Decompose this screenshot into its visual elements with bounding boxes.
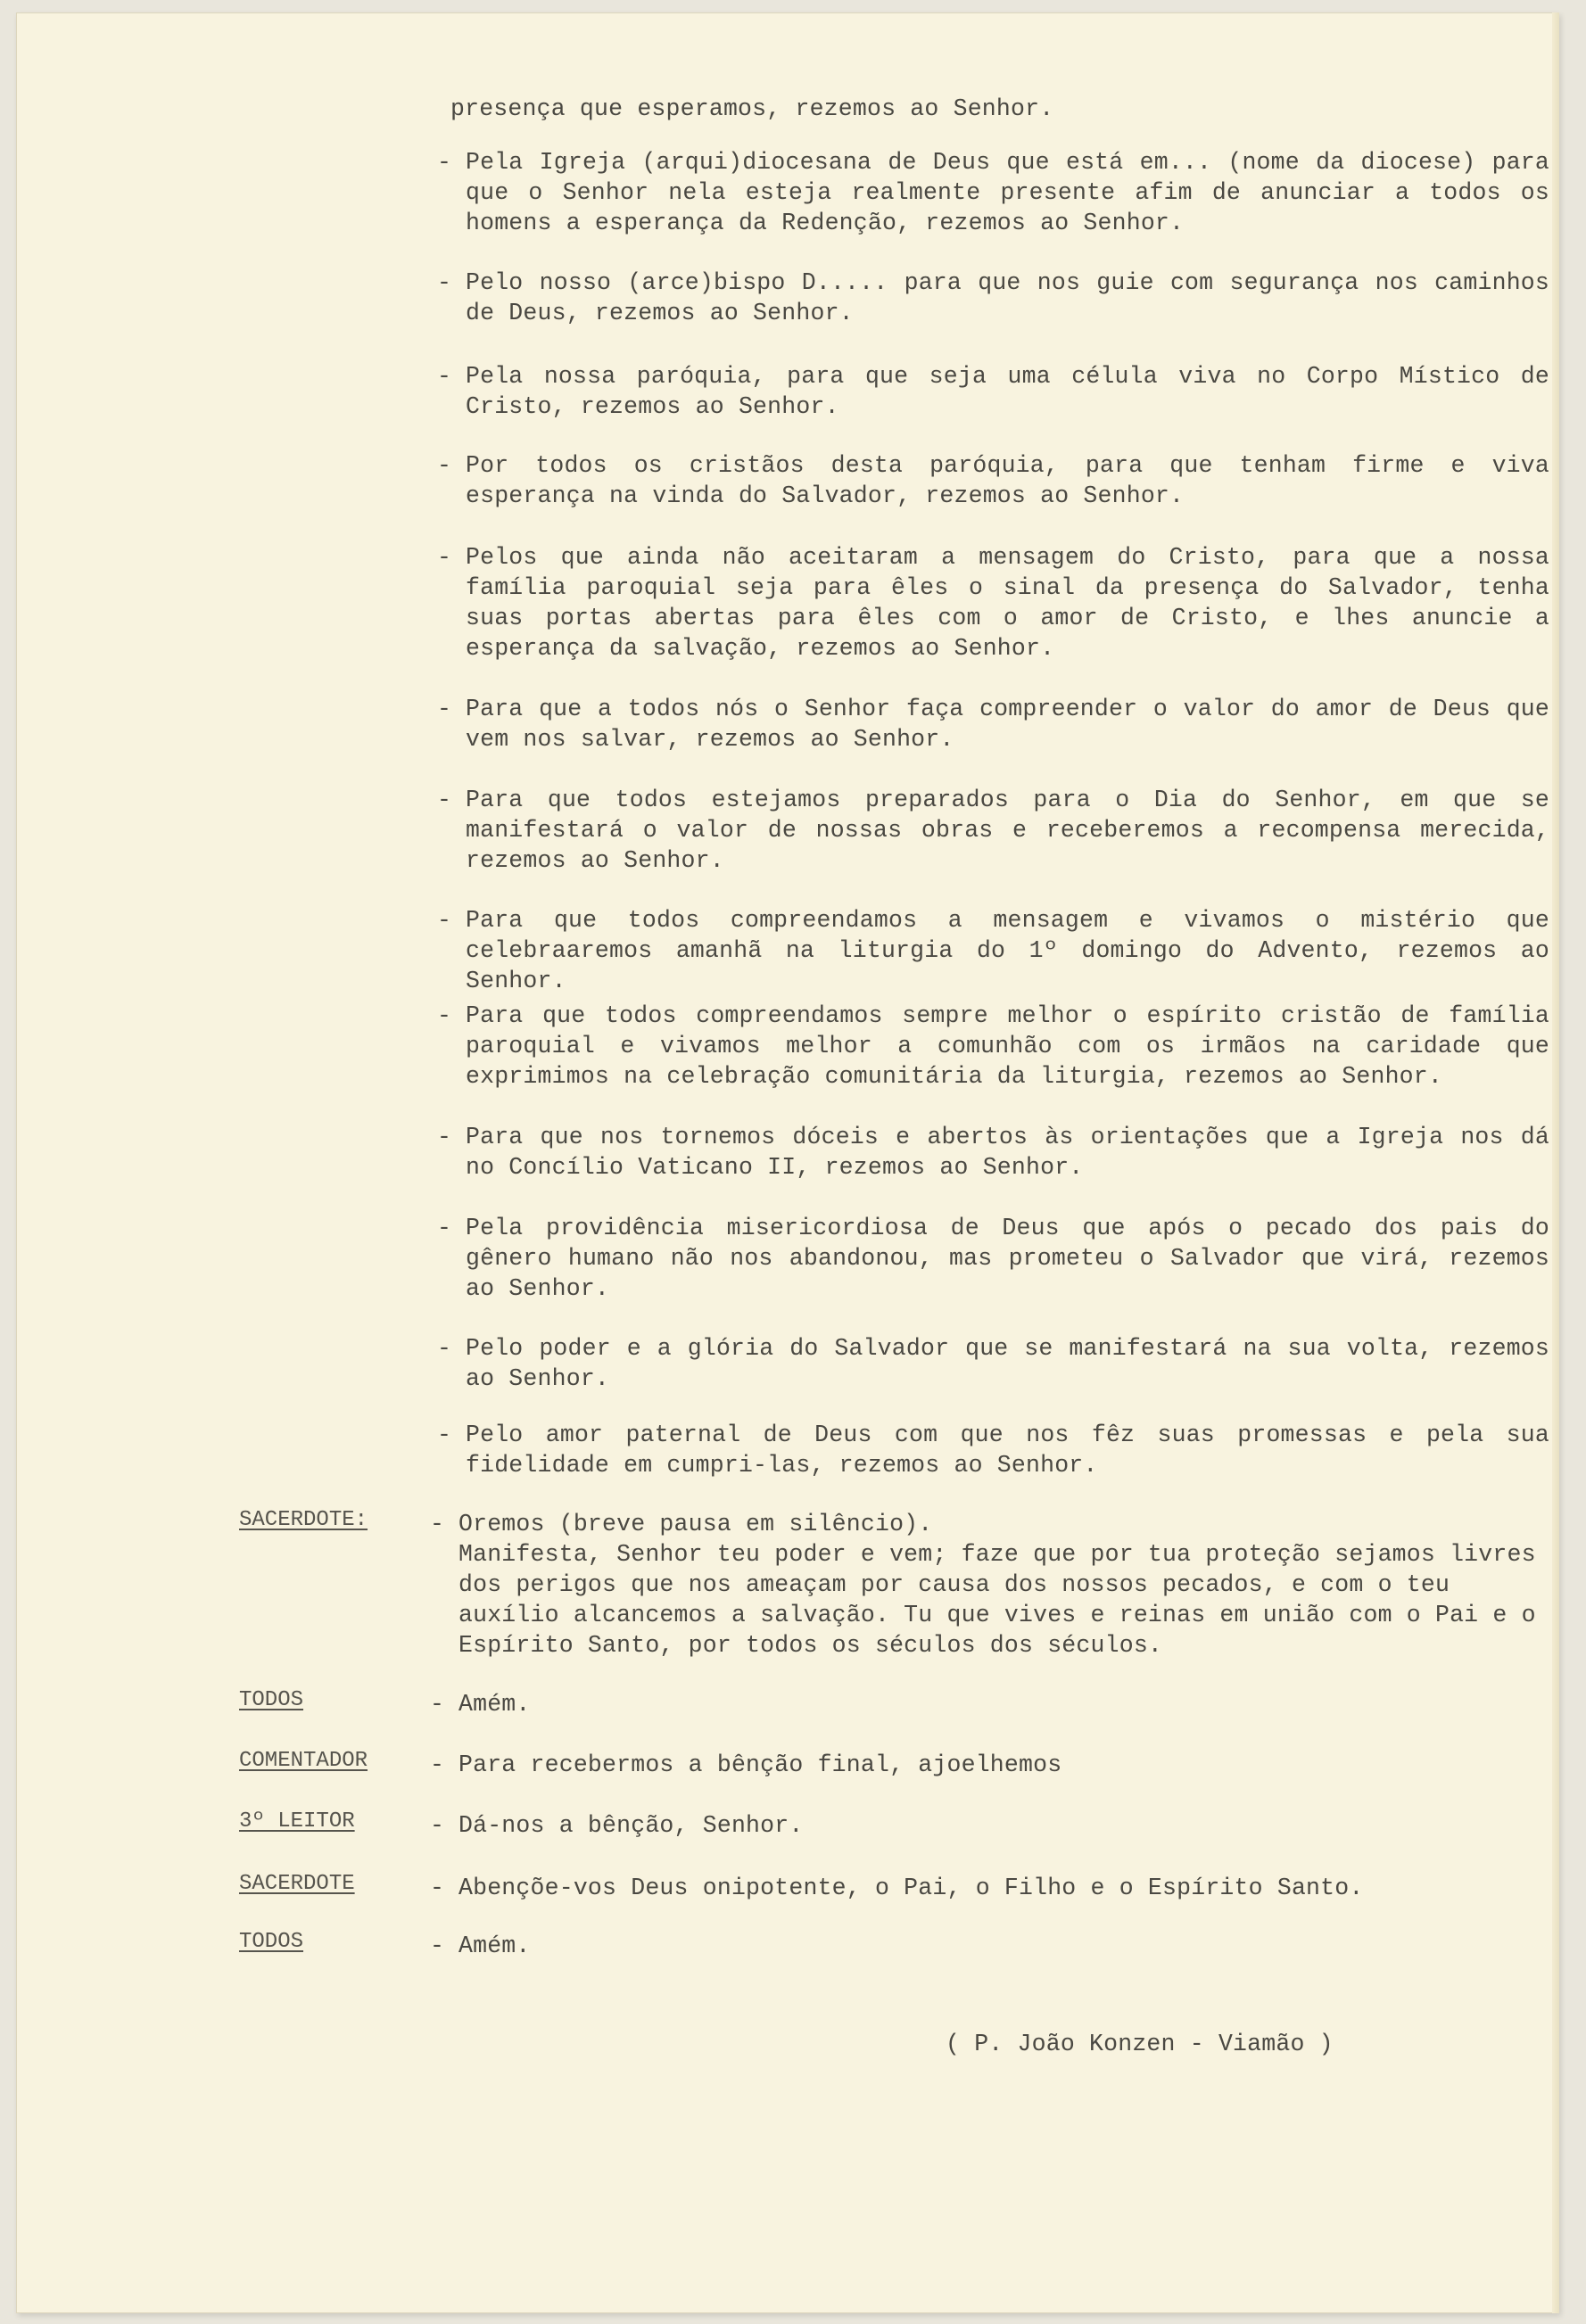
response-text: Abençõe-vos Deus onipotente, o Pai, o Filho e o Espírito Santo. [458, 1875, 1364, 1901]
petition-dash: - [437, 363, 452, 390]
speaker-label-leitor: 3º LEITOR [239, 1809, 355, 1834]
response-dash: - [430, 1875, 445, 1901]
response-dash: - [430, 1933, 445, 1959]
response-sacerdote-prayer [430, 1509, 1554, 1659]
response-continuation: Manifesta, Senhor teu poder e vem; faze que por tua proteção sejamos livres dos perigos que nos ameaçam por causa dos nossos pecados, e com o teu auxílio alcancemos a salvação. Tu que vives e reinas em união com o Pai e o Espírito Santo, por todos os séculos dos séculos. [458, 1541, 1536, 1659]
response-dash: - [430, 1751, 445, 1778]
petition-text: Pelo amor paternal de Deus com que nos fêz suas promessas e pela sua fidelidade em cumpri-las, rezemos ao Senhor. [466, 1422, 1549, 1479]
petition-dash: - [437, 452, 452, 479]
petition-dash: - [437, 544, 452, 571]
petition-dash: - [437, 696, 452, 722]
petition-text: Para que todos compreendamos sempre melhor o espírito cristão de família paroquial e vivamos melhor a comunhão com os irmãos na caridade que exprimimos na celebração comunitária da liturgia, rezemos ao Senhor. [466, 1002, 1549, 1090]
petition-12 [437, 1333, 1552, 1424]
petition-1 [437, 147, 1552, 238]
speaker-label-comentador: COMENTADOR [239, 1749, 368, 1773]
petition-7 [437, 785, 1552, 876]
petition-text: Para que a todos nós o Senhor faça compreender o valor do amor de Deus que vem nos salvar, rezemos ao Senhor. [466, 696, 1549, 753]
response-text [458, 1509, 1551, 1661]
petition-text: Pela nossa paróquia, para que seja uma célula viva no Corpo Místico de Cristo, rezemos ao Senhor. [466, 363, 1549, 420]
petition-dash: - [437, 149, 452, 176]
petition-text: Pelo nosso (arce)bispo D..... para que nos guie com segurança nos caminhos de Deus, rezemos ao Senhor. [466, 269, 1549, 326]
petition-3 [437, 361, 1552, 452]
response-opening: Oremos (breve pausa em silêncio). [458, 1511, 933, 1537]
petition-13 [437, 1420, 1552, 1511]
petition-dash: - [437, 1215, 452, 1241]
petition-dash: - [437, 907, 452, 934]
speaker-label-todos-final: TODOS [239, 1930, 304, 1954]
petition-dash: - [437, 1422, 452, 1448]
response-dash: - [430, 1691, 445, 1718]
petition-5 [437, 542, 1552, 662]
petition-dash: - [437, 787, 452, 813]
petition-8 [437, 905, 1552, 996]
speaker-label-todos: TODOS [239, 1688, 304, 1712]
petition-dash: - [437, 1335, 452, 1362]
author-signature: ( P. João Konzen - Viamão ) [946, 2031, 1334, 2057]
response-todos-final [430, 1931, 1554, 2022]
petition-9 [437, 1001, 1552, 1092]
response-text: Para recebermos a bênção final, ajoelhemos [458, 1751, 1062, 1778]
petition-dash: - [437, 1124, 452, 1150]
speaker-label-sacerdote-blessing: SACERDOTE [239, 1872, 355, 1896]
petition-2 [437, 268, 1552, 358]
response-text: Amém. [458, 1933, 531, 1959]
response-text: Dá-nos a bênção, Senhor. [458, 1812, 804, 1839]
speaker-label-sacerdote: SACERDOTE: [239, 1508, 368, 1532]
petition-text: Para que todos estejamos preparados para o Dia do Senhor, em que se manifestará o valor de nossas obras e receberemos a recompensa merecida, rezemos ao Senhor. [466, 787, 1549, 874]
response-dash: - [430, 1812, 445, 1839]
petition-text: Pelos que ainda não aceitaram a mensagem do Cristo, para que a nossa família paroquial seja para êles o sinal da presença do Salvador, tenha suas portas abertas para êles com o amor de Cristo, e lhes anuncie a esperança da salvação, rezemos ao Senhor. [466, 544, 1549, 662]
response-dash: - [430, 1511, 445, 1537]
petition-text: Para que todos compreendamos a mensagem e vivamos o mistério que celebraaremos amanhã na liturgia do 1º domingo do Advento, rezemos ao Senhor. [466, 907, 1549, 994]
intro-line: presença que esperamos, rezemos ao Senhor. [450, 95, 1054, 122]
petition-text: Pelo poder e a glória do Salvador que se manifestará na sua volta, rezemos ao Senhor. [466, 1335, 1549, 1392]
petition-4 [437, 450, 1552, 541]
petition-6 [437, 694, 1552, 785]
response-text: Amém. [458, 1691, 531, 1718]
petition-dash: - [437, 269, 452, 296]
petition-11 [437, 1213, 1552, 1304]
petition-text: Para que nos tornemos dóceis e abertos às orientações que a Igreja nos dá no Concílio Vaticano II, rezemos ao Senhor. [466, 1124, 1549, 1181]
petition-text: Pela providência misericordiosa de Deus que após o pecado dos pais do gênero humano não nos abandonou, mas prometeu o Salvador que virá, rezemos ao Senhor. [466, 1215, 1549, 1302]
petition-10 [437, 1122, 1552, 1213]
petition-dash: - [437, 1002, 452, 1029]
petition-text: Pela Igreja (arqui)diocesana de Deus que está em... (nome da diocese) para que o Senhor nela esteja realmente presente afim de anunciar a todos os homens a esperança da Redenção, rezemos ao Senhor. [466, 149, 1549, 236]
petition-text: Por todos os cristãos desta paróquia, para que tenham firme e viva esperança na vinda do Salvador, rezemos ao Senhor. [466, 452, 1549, 509]
